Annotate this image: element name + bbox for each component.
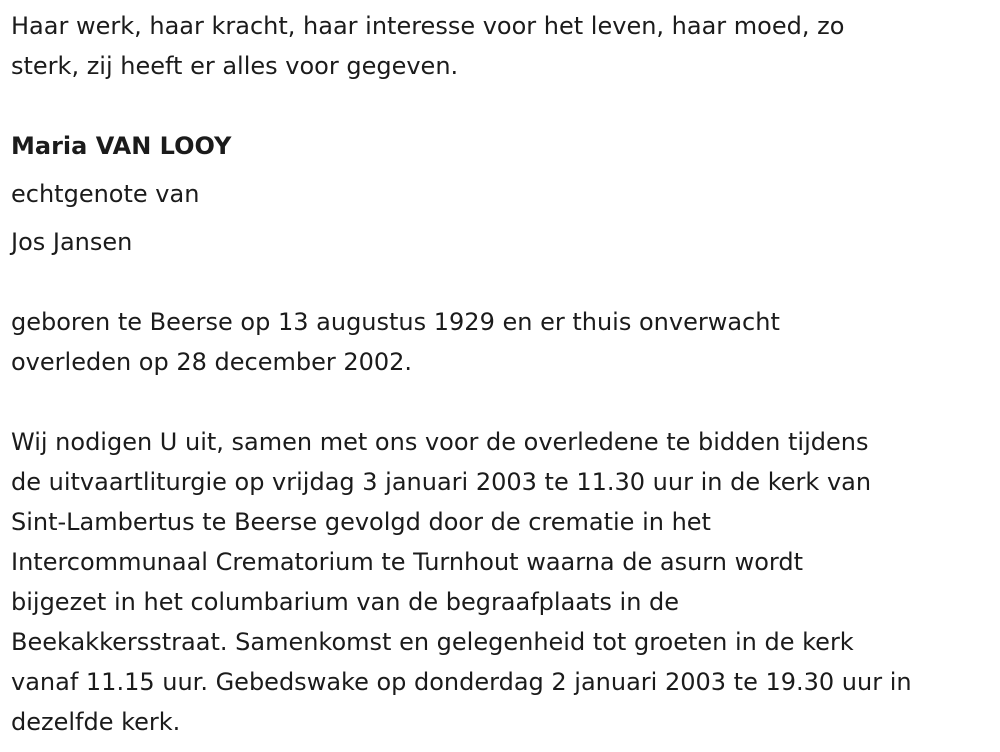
- funeral-invitation-paragraph: [11, 422, 912, 742]
- spouse-name: Jos Jansen: [11, 228, 133, 256]
- life-line: overleden op 28 december 2002.: [11, 348, 413, 376]
- invitation-line: Wij nodigen U uit, samen met ons voor de overledene te bidden tijdens: [11, 428, 869, 456]
- invitation-line: bijgezet in het columbarium van de begraafplaats in de: [11, 588, 680, 616]
- invitation-line: de uitvaartliturgie op vrijdag 3 januari 2003 te 11.30 uur in de kerk van: [11, 468, 872, 496]
- memorial-verse: [11, 6, 844, 86]
- invitation-line: vanaf 11.15 uur. Gebedswake op donderdag 2 januari 2003 te 19.30 uur in: [11, 668, 912, 696]
- invitation-line: dezelfde kerk.: [11, 708, 181, 736]
- verse-line: Haar werk, haar kracht, haar interesse voor het leven, haar moed, zo: [11, 12, 845, 40]
- relation-text: echtgenote van: [11, 180, 200, 208]
- invitation-line: Sint-Lambertus te Beerse gevolgd door de crematie in het: [11, 508, 711, 536]
- life-line: geboren te Beerse op 13 augustus 1929 en er thuis onverwacht: [11, 308, 780, 336]
- verse-line: sterk, zij heeft er alles voor gegeven.: [11, 52, 459, 80]
- invitation-line: Intercommunaal Crematorium te Turnhout waarna de asurn wordt: [11, 548, 803, 576]
- invitation-line: Beekakkersstraat. Samenkomst en gelegenheid tot groeten in de kerk: [11, 628, 854, 656]
- deceased-name: Maria VAN LOOY: [11, 132, 232, 160]
- birth-death-paragraph: [11, 302, 780, 382]
